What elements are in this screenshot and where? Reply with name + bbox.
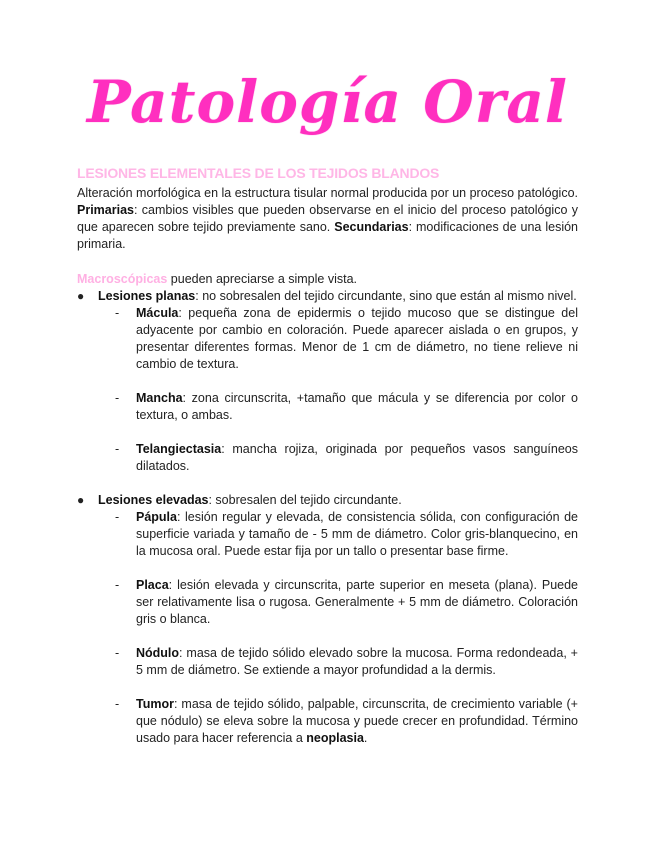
item-description: : pequeña zona de epidermis o tejido mucoso que se distingue del adyacente por cambio en coloración. Puede aparecer aislada o en grupos, y presentar diferentes formas. Menor de 1 cm de diámetro, no tiene relieve ni cambio de textura.	[136, 306, 578, 371]
intro-text-1: Alteración morfológica en la estructura tisular normal producida por un proceso patológico.	[77, 186, 578, 200]
item-text	[136, 577, 578, 628]
item-description: : masa de tejido sólido, palpable, circunscrita, de crecimiento variable (+ que nódulo) se eleva sobre la mucosa y puede crecer en profundidad. Término usado para hacer referencia a	[136, 697, 578, 745]
item-term: Placa	[136, 578, 169, 592]
item-text	[136, 645, 578, 679]
item-description: : mancha rojiza, originada por pequeños vasos sanguíneos dilatados.	[136, 442, 578, 473]
intro-text-2: : cambios visibles que pueden observarse en el inicio del proceso patológico y que aparecen sobre tejido previamente sano.	[77, 203, 578, 234]
dash-icon: -	[115, 391, 120, 405]
item-description: : lesión regular y elevada, de consistencia sólida, con configuración de superficie variada y tamaño de - 5 mm de diámetro. Color gris-blanquecino, en la mucosa oral. Puede estar fija por un tallo o presentar base firme.	[136, 510, 578, 558]
group-lesiones-planas	[77, 288, 578, 475]
item-term: Pápula	[136, 510, 177, 524]
list-item	[115, 509, 578, 560]
item-text	[136, 509, 578, 560]
list-item	[115, 696, 578, 747]
dash-icon: -	[115, 646, 120, 660]
item-text	[136, 305, 578, 373]
section-heading: LESIONES ELEMENTALES DE LOS TEJIDOS BLANDOS	[77, 165, 440, 181]
group-planas-heading	[98, 288, 578, 305]
group-elevadas-heading	[98, 492, 578, 509]
elevadas-text: : sobresalen del tejido circundante.	[208, 493, 402, 507]
dash-icon: -	[115, 510, 120, 524]
item-text	[136, 696, 578, 747]
secundarias-term: Secundarias	[334, 220, 409, 234]
macroscopicas-line	[77, 271, 578, 288]
intro-paragraph	[77, 185, 578, 253]
list-item	[115, 441, 578, 475]
intro-text-3: : modificaciones de una lesión primaria.	[77, 220, 578, 251]
item-term-neoplasia: neoplasia	[306, 731, 364, 745]
document-content	[77, 163, 578, 747]
item-description: : lesión elevada y circunscrita, parte superior en meseta (plana). Puede ser relativamente lisa o rugosa. Generalmente + 5 mm de diámetro. Coloración gris o blanca.	[136, 578, 578, 626]
item-text	[136, 390, 578, 424]
bullet-icon: ●	[77, 493, 85, 507]
lesion-groups	[77, 288, 578, 747]
planas-items	[98, 305, 578, 475]
list-item	[115, 645, 578, 679]
list-item	[115, 305, 578, 373]
item-description: : masa de tejido sólido elevado sobre la mucosa. Forma redondeada, + 5 mm de diámetro. Se extiende a mayor profundidad a la dermis.	[136, 646, 578, 677]
list-item	[115, 390, 578, 424]
dash-icon: -	[115, 578, 120, 592]
item-term: Mácula	[136, 306, 179, 320]
elevadas-items	[98, 509, 578, 747]
item-term: Telangiectasia	[136, 442, 222, 456]
page-title: Patología Oral	[87, 68, 568, 136]
bullet-icon: ●	[77, 289, 85, 303]
macroscopicas-label: Macroscópicas	[77, 272, 168, 286]
planas-label: Lesiones planas	[98, 289, 196, 303]
dash-icon: -	[115, 306, 120, 320]
item-term: Tumor	[136, 697, 174, 711]
item-term: Mancha	[136, 391, 183, 405]
dash-icon: -	[115, 697, 120, 711]
item-description: : zona circunscrita, +tamaño que mácula y se diferencia por color o textura, o ambas.	[136, 391, 578, 422]
item-tail: .	[363, 731, 368, 745]
planas-text: : no sobresalen del tejido circundante, sino que están al mismo nivel.	[195, 289, 577, 303]
list-item	[115, 577, 578, 628]
primarias-term: Primarias	[77, 203, 134, 217]
dash-icon: -	[115, 442, 120, 456]
group-lesiones-elevadas	[77, 492, 578, 747]
item-text	[136, 441, 578, 475]
elevadas-label: Lesiones elevadas	[98, 493, 209, 507]
item-term: Nódulo	[136, 646, 180, 660]
macroscopicas-text: pueden apreciarse a simple vista.	[167, 272, 358, 286]
